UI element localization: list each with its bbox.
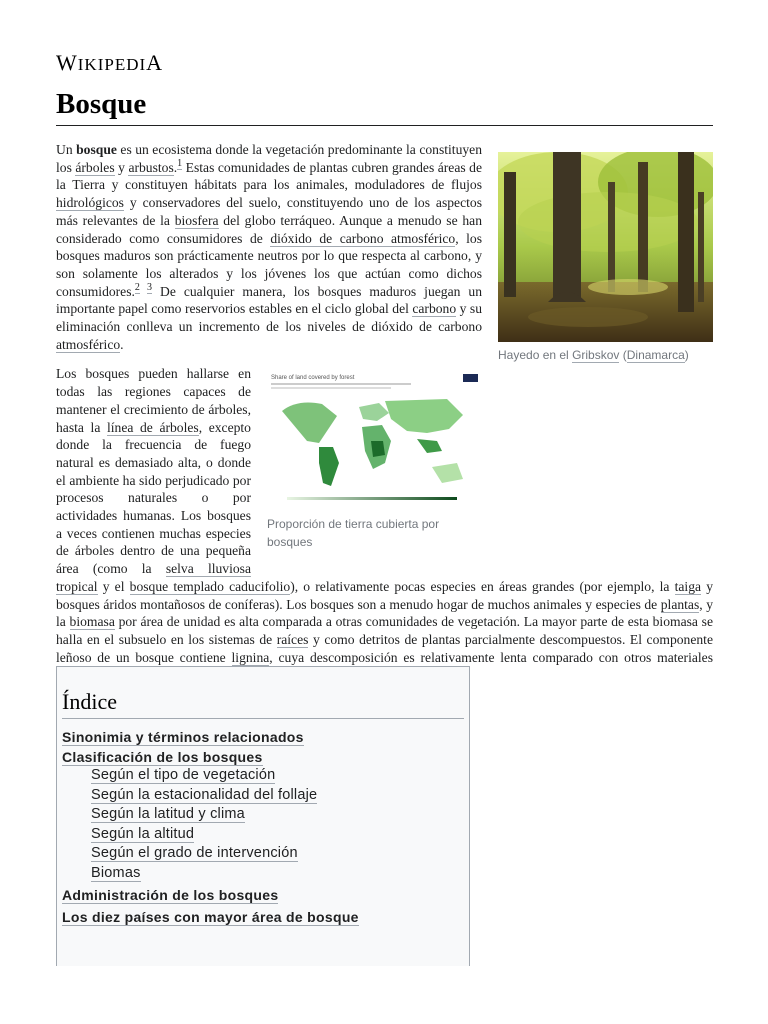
figure-forest-caption: [498, 346, 713, 364]
text: ), o relativamente pocas especies en áreas grandes (por ejemplo, la: [290, 578, 675, 594]
link-dioxido-carbono[interactable]: dióxido de carbono atmosférico: [270, 230, 456, 246]
text: del globo terráqueo. Aunque a menudo se han considerado como consumidores de: [56, 212, 483, 246]
toc-item-sinonimia[interactable]: [62, 729, 464, 745]
caption-text: ): [684, 348, 689, 362]
text: Estas comunidades de plantas cubren grandes áreas de la Tierra y constituyen hábitats para los animales, moduladores de flujos: [56, 159, 482, 193]
toc-subitem-latitud-clima[interactable]: [91, 806, 464, 822]
link-lignina[interactable]: lignina: [231, 649, 270, 665]
figure-forest-map: [267, 371, 482, 551]
link-gribskov[interactable]: Gribskov: [572, 348, 620, 362]
link-taiga[interactable]: taiga: [674, 578, 702, 594]
text: Los bosques pueden hallarse en todas las regiones capaces de mantener el crecimiento de árboles, hasta la: [56, 366, 251, 435]
link-arboles[interactable]: árboles: [75, 159, 115, 175]
text: es un ecosistema donde la vegetación predominante la constituyen los: [56, 142, 482, 175]
figure-map-caption: Proporción de tierra cubierta por bosques: [267, 517, 440, 550]
text: .: [173, 159, 178, 175]
figure-forest: [498, 152, 713, 364]
toc-title: Índice: [62, 689, 464, 719]
toc-item-label: Según el grado de intervención: [91, 845, 298, 862]
toc-item-label: Administración de los bosques: [62, 886, 279, 903]
toc-item-clasificacion[interactable]: [62, 749, 464, 765]
link-dinamarca[interactable]: Dinamarca: [626, 348, 685, 362]
link-biosfera[interactable]: biosfera: [174, 212, 219, 228]
toc-item-label: Clasificación de los bosques: [62, 749, 263, 765]
toc-subitem-biomas[interactable]: [91, 865, 464, 881]
link-raices[interactable]: raíces: [276, 631, 309, 647]
text: y bosques áridos montañosos de coníferas). Los bosques son a menudo hogar de muchos animales y especies de: [56, 578, 714, 612]
text: , los bosques maduros son prácticamente neutros por lo que respecta al carbono, y son solamente los alterados y los jóvenes los que actúan como dichos consumidores.: [56, 230, 482, 299]
link-biomasa[interactable]: biomasa: [69, 614, 115, 630]
text: , y la: [56, 596, 713, 630]
toc-item-label: Según el tipo de vegetación: [91, 767, 276, 783]
text: , excepto donde la frecuencia de fuego natural es demasiado alta, o donde el ambiente ha sido perjudicado por procesos naturales o por actividades humanas. Los bosques a veces contienen muchas especies de árboles dentro de una pequeña área (como la: [56, 419, 251, 577]
map-title: Share of land covered by forest: [271, 375, 355, 382]
link-carbono[interactable]: carbono: [412, 301, 457, 317]
toc-item-label: Sinonimia y términos relacionados: [62, 729, 304, 745]
map-legend: [287, 497, 457, 500]
toc-subitem-estacionalidad[interactable]: [91, 787, 464, 803]
toc-item-label: Según la altitud: [91, 825, 195, 842]
text: y su eliminación conlleva un incremento de los niveles de dióxido de carbono: [56, 301, 482, 335]
link-hidrologicos[interactable]: hidrológicos: [56, 195, 124, 211]
forest-photo[interactable]: [498, 152, 713, 342]
link-linea-de-arboles[interactable]: línea de árboles: [106, 419, 199, 435]
toc-item-label: Según la latitud y clima: [91, 806, 245, 823]
forest-cover-map[interactable]: [267, 371, 482, 511]
wordmark-final: A: [146, 50, 164, 75]
link-bosque-templado[interactable]: bosque templado caducifolio: [129, 578, 291, 594]
link-atmosferico[interactable]: atmosférico: [56, 336, 121, 352]
caption-text: Hayedo en el: [498, 348, 573, 362]
article-body: [56, 141, 713, 696]
text: Un: [56, 142, 77, 157]
text: .: [120, 336, 124, 352]
reference-3[interactable]: 3: [147, 282, 153, 294]
text: y conservadores del suelo, constituyendo uno de los aspectos más relevantes de la: [56, 195, 482, 228]
text: por área de unidad es alta comparada a otras comunidades de vegetación. La mayor parte de esta biomasa se halla en el subsuelo en los sistemas de: [56, 614, 713, 647]
toc-item-administracion[interactable]: [62, 887, 464, 903]
wordmark-middle: IKIPEDI: [77, 55, 147, 74]
text: y el: [97, 578, 130, 594]
toc-item-diez-paises[interactable]: [62, 909, 464, 925]
caption-text: (: [619, 348, 627, 362]
text: , cuya descomposición es relativamente lenta comparado con otros materiales: [269, 649, 713, 665]
toc-subitem-tipo-vegetacion[interactable]: [91, 767, 464, 783]
toc-subitem-altitud[interactable]: [91, 826, 464, 842]
text: De cualquier manera, los bosques maduros juegan un importante papel como reservorios estables en el ciclo global del: [56, 283, 482, 317]
toc-subitem-intervencion[interactable]: [91, 845, 464, 861]
reference-1[interactable]: 1: [177, 158, 183, 170]
reference-2[interactable]: 2: [134, 282, 140, 294]
wordmark-initial: W: [56, 50, 78, 75]
wikipedia-wordmark[interactable]: [56, 50, 163, 76]
text: y: [114, 159, 129, 175]
toc-item-label: Según la estacionalidad del follaje: [91, 786, 318, 803]
link-plantas[interactable]: plantas: [660, 596, 700, 612]
toc-item-label: Biomas: [91, 864, 141, 881]
bold-term: bosque: [76, 142, 117, 157]
text: y como detritos de plantas parcialmente descompuestos. El componente leñoso de un bosque contiene: [56, 631, 713, 665]
page-title: Bosque: [56, 86, 713, 126]
link-selva-lluviosa[interactable]: selva lluviosa tropical: [56, 561, 251, 594]
toc-item-label: Los diez países con mayor área de bosque: [62, 908, 359, 925]
link-arbustos[interactable]: arbustos: [128, 159, 174, 175]
table-of-contents: [56, 666, 470, 966]
